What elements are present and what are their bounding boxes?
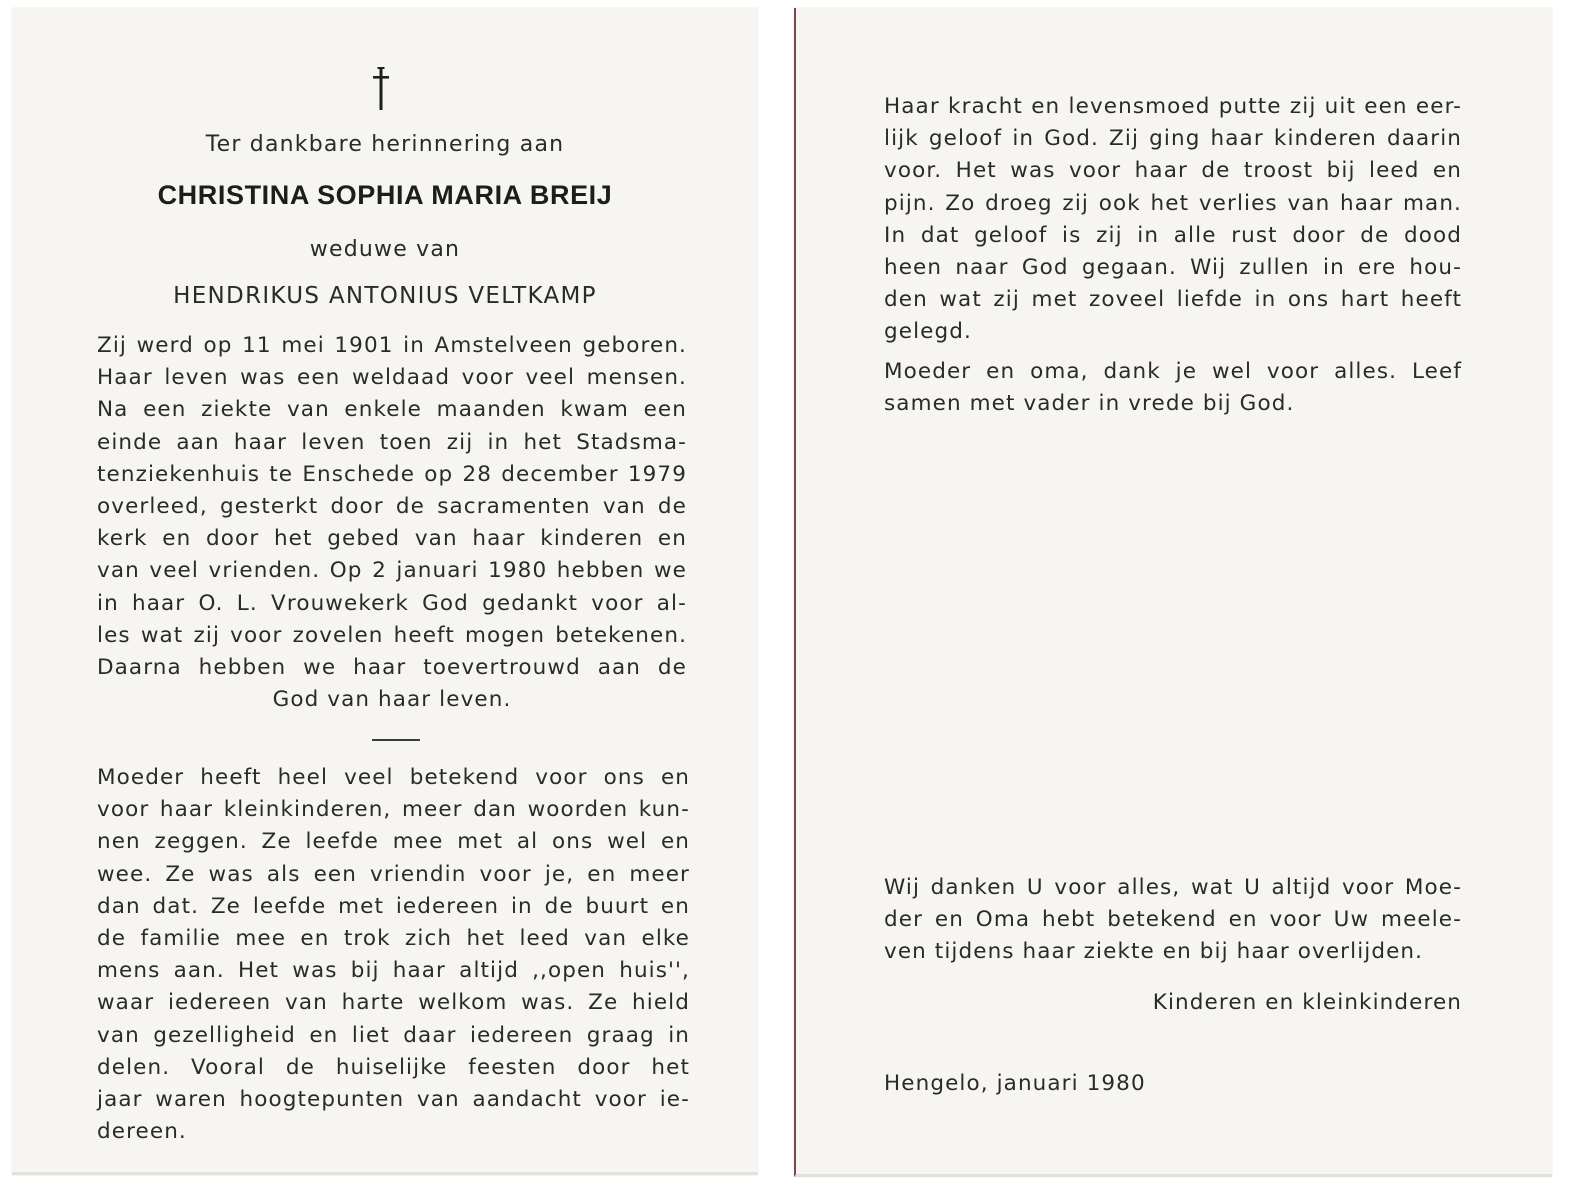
text-line: waar iedereen van harte welkom was. Ze hield [97,990,690,1016]
text-line: tenziekenhuis te Enschede op 28 december 1979 [97,461,687,487]
faith-paragraph [884,91,1462,349]
text-line: Wij danken U voor alles, wat U altijd voor Moe- [884,875,1462,900]
text-line: den wat zij met zoveel liefde in ons hart heeft [884,287,1462,313]
text-line: samen met vader in vrede bij God. [884,391,1295,417]
text-line: overleed, gesterkt door de sacramenten van de [97,493,687,519]
text-line: jaar waren hoogtepunten van aandacht voor ie- [97,1086,690,1112]
text-line: God van haar leven. [272,687,512,713]
text-line: mens aan. Het was bij haar altijd ,,open huis'', [97,958,690,984]
text-line: Na een ziekte van enkele maanden kwam een [97,397,687,423]
text-line: kerk en door het gebed van haar kinderen en [97,526,687,552]
widow-of-label: weduwe van [309,237,461,262]
tribute-paragraph [97,762,690,1148]
text-line: Haar leven was een weldaad voor veel mensen. [97,365,687,391]
text-line: van veel vrienden. Op 2 januari 1980 hebben we [97,558,687,584]
text-line: dan dat. Ze leefde met iedereen in de buurt en [97,893,690,919]
farewell-paragraph [884,356,1462,420]
text-line: delen. Vooral de huiselijke feesten door het [97,1054,690,1080]
text-line: Haar kracht en levensmoed putte zij uit een eer- [884,94,1462,119]
cross-icon [369,64,393,112]
husband-name: HENDRIKUS ANTONIUS VELTKAMP [173,283,597,309]
text-line: de familie mee en trok zich het leed van elke [97,925,690,951]
text-line: van gezelligheid en liet daar iedereen graag in [97,1022,690,1048]
text-line: nen zeggen. Ze leefde mee met al ons wel en [97,829,690,855]
text-line: Daarna hebben we haar toevertrouwd aan de [97,654,687,680]
text-line: dereen. [97,1119,187,1145]
text-line: voor haar kleinkinderen, meer dan woorden kun- [97,797,690,823]
text-line: voor. Het was voor haar de troost bij leed en [884,158,1462,184]
memorial-intro: Ter dankbare herinnering aan [205,132,565,157]
thanks-paragraph [884,872,1462,969]
text-line: In dat geloof is zij in alle rust door de dood [884,222,1462,248]
text-line: les wat zij voor zovelen heeft mogen betekenen. [97,622,687,648]
text-line: Zij werd op 11 mei 1901 in Amstelveen geboren. [97,333,687,358]
place-and-date: Hengelo, januari 1980 [884,1071,1146,1096]
family-signoff: Kinderen en kleinkinderen [1152,990,1462,1015]
deceased-name: CHRISTINA SOPHIA MARIA BREIJ [157,180,613,210]
biography-paragraph [97,330,687,716]
text-line: einde aan haar leven toen zij in het Stadsma- [97,429,687,455]
text-line: lijk geloof in God. Zij ging haar kinderen daarin [884,126,1462,152]
text-line: heen naar God gegaan. Wij zullen in ere hou- [884,254,1462,280]
left-card-page [12,8,758,1175]
text-line: der en Oma hebt betekend en voor Uw meele- [884,907,1462,933]
text-line: in haar O. L. Vrouwekerk God gedankt voor al- [97,590,687,616]
text-line: Moeder heeft heel veel betekend voor ons en [97,765,690,790]
text-line: ven tijdens haar ziekte en bij haar overlijden. [884,939,1424,965]
section-divider [372,739,420,741]
right-card-page [794,8,1552,1177]
text-line: wee. Ze was als een vriendin voor je, en meer [97,861,690,887]
text-line: gelegd. [884,319,972,345]
text-line: Moeder en oma, dank je wel voor alles. Leef [884,359,1462,384]
text-line: pijn. Zo droeg zij ook het verlies van haar man. [884,190,1462,216]
